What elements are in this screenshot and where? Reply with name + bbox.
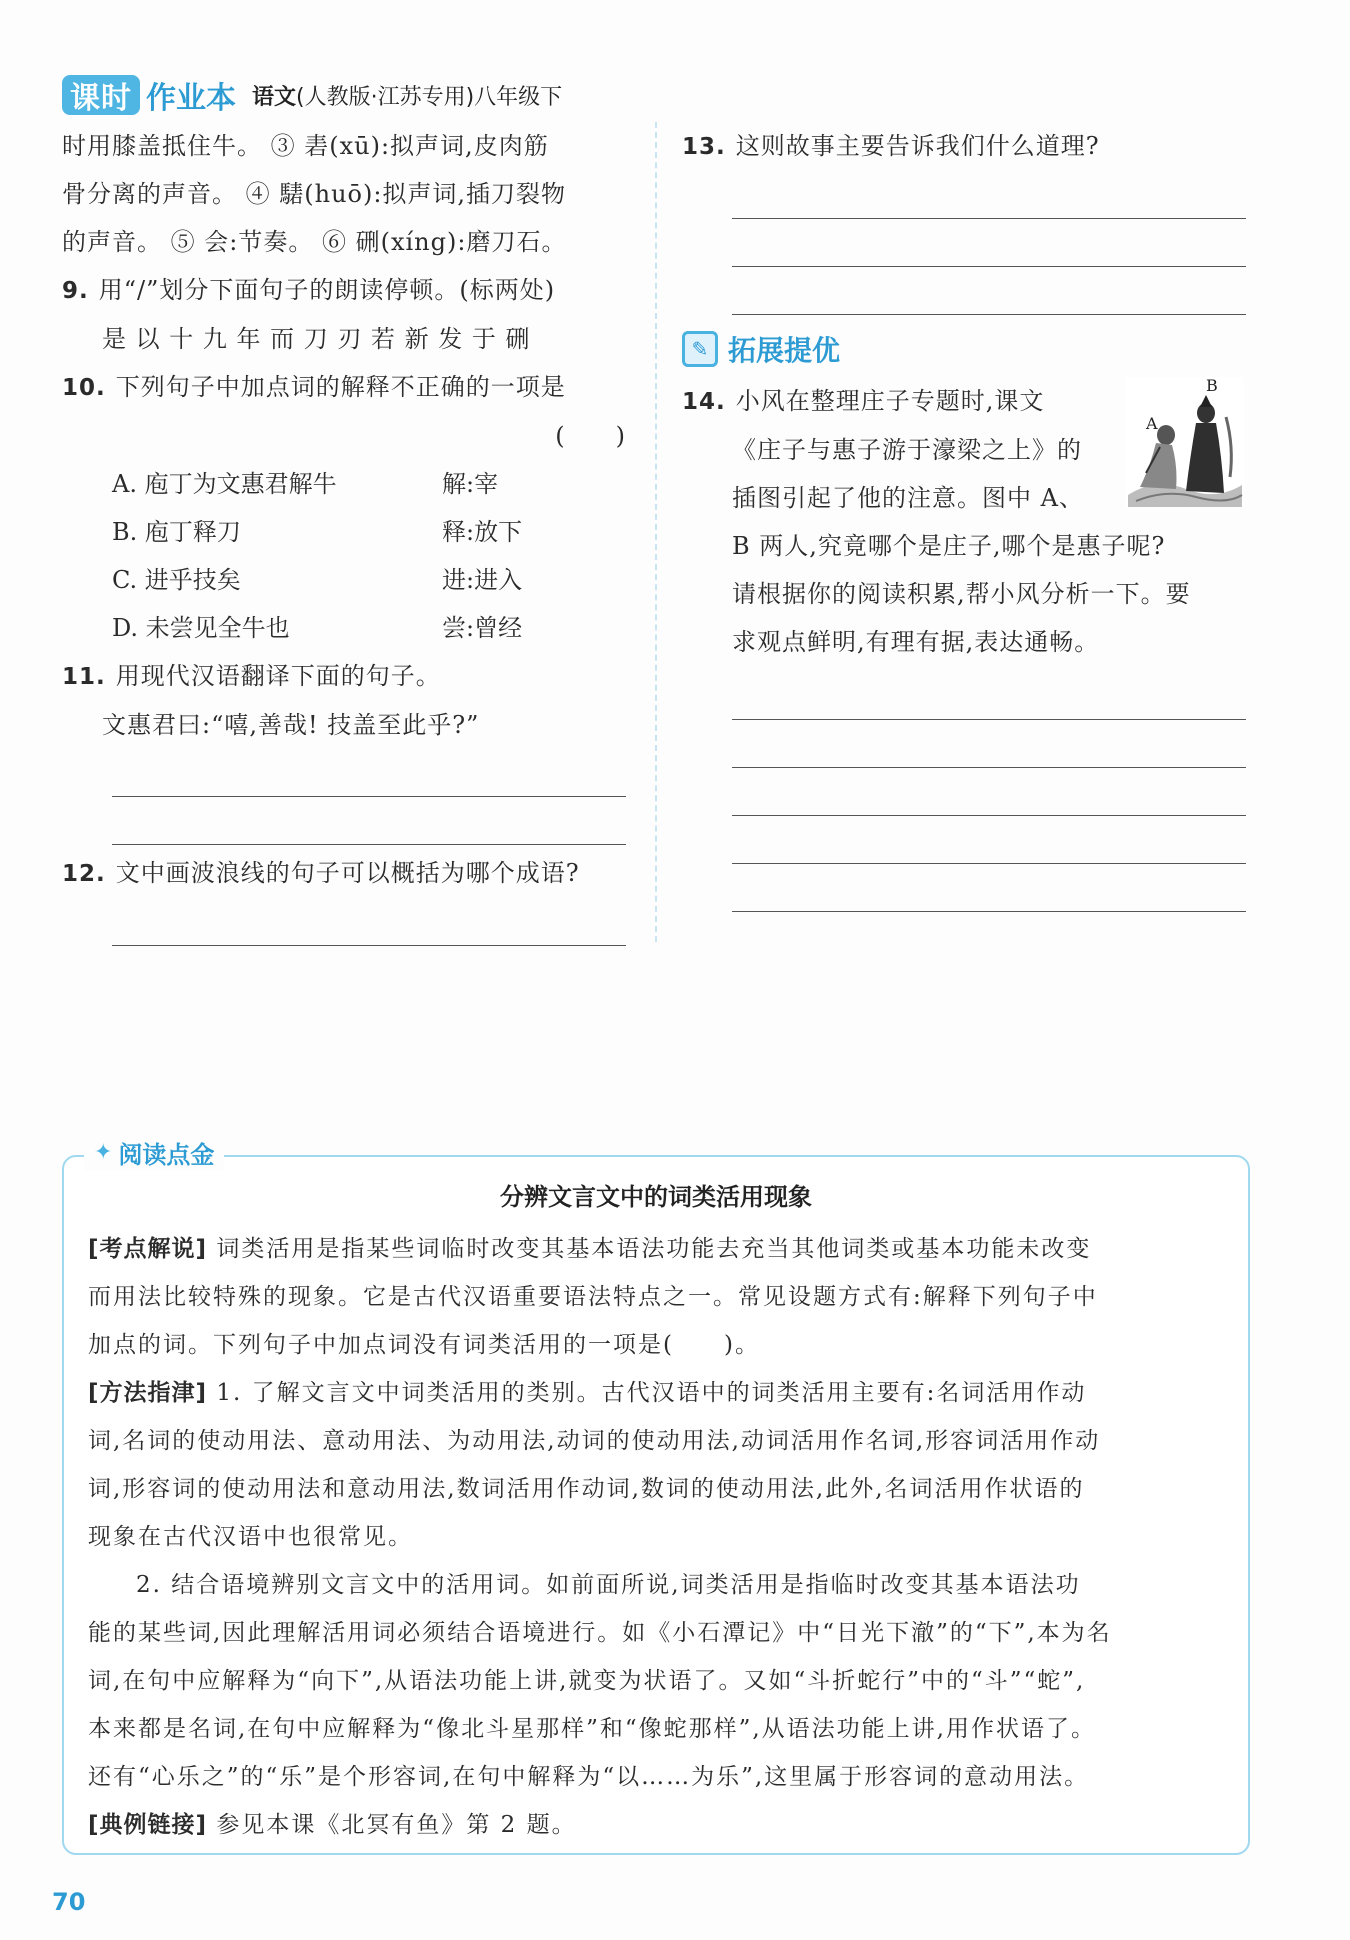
answer-line[interactable]: [732, 171, 1246, 219]
tip-line: [88, 1225, 1224, 1273]
question-11: [62, 652, 632, 701]
tip-line: [88, 1801, 1224, 1849]
option-text: B. 庖丁释刀: [112, 518, 241, 546]
subject-label: 语文: [252, 84, 297, 110]
note-line: 的声音。 ⑤ 会:节奏。 ⑥ 硎(xíng):磨刀石。: [62, 228, 567, 256]
q14-line: 求观点鲜明,有理有据,表达通畅。: [732, 628, 1100, 656]
answer-line[interactable]: [112, 749, 626, 797]
answer-line[interactable]: [112, 898, 626, 946]
question-text: 小风在整理庄子专题时,课文: [735, 387, 1045, 415]
answer-line[interactable]: [732, 219, 1246, 267]
option-a[interactable]: [62, 460, 632, 508]
brand-name: 作业本: [146, 81, 236, 116]
tip-line: [88, 1465, 1224, 1513]
tip-line: [88, 1369, 1224, 1417]
tip-text: 词,在句中应解释为“向下”,从语法功能上讲,就变为状语了。又如“斗折蛇行”中的“斗”“蛇”,: [88, 1668, 1086, 1694]
question-9: [62, 266, 632, 315]
tip-text: 现象在古代汉语中也很常见。: [88, 1524, 413, 1550]
tip-line: [88, 1321, 1224, 1369]
note-line: 骨分离的声音。 ④ 騞(huō):拟声词,插刀裂物: [62, 180, 567, 208]
tip-text: 2. 结合语境辨别文言文中的活用词。如前面所说,词类活用是指临时改变其基本语法功: [136, 1572, 1081, 1598]
q14-line: B 两人,究竟哪个是庄子,哪个是惠子呢?: [732, 532, 1166, 560]
question-10: [62, 363, 632, 412]
tip-text: 本来都是名词,在句中应解释为“像北斗星那样”和“像蛇那样”,从语法功能上讲,用作状语了。: [88, 1716, 1096, 1742]
question-text: 用“/”划分下面句子的朗读停顿。(标两处): [98, 276, 556, 304]
answer-line[interactable]: [112, 797, 626, 845]
question-text: 这则故事主要告诉我们什么道理?: [735, 132, 1100, 160]
pencil-icon: ✎: [682, 331, 718, 367]
option-explanation: 尝:曾经: [442, 614, 523, 642]
left-column: [62, 122, 632, 946]
answer-line[interactable]: [732, 816, 1246, 864]
tip-line: [88, 1561, 1224, 1609]
page-header: [62, 72, 562, 118]
option-text: A. 庖丁为文惠君解牛: [112, 470, 337, 498]
question-14: [682, 377, 1252, 666]
question-text: 下列句子中加点词的解释不正确的一项是: [115, 373, 566, 401]
column-divider: [655, 122, 657, 942]
tip-text: 词,形容词的使动用法和意动用法,数词活用作动词,数词的使动用法,此外,名词活用作状语的: [88, 1476, 1085, 1502]
question-number: 14.: [682, 389, 726, 415]
tip-line: [88, 1657, 1224, 1705]
option-b[interactable]: [62, 508, 632, 556]
answer-line[interactable]: [732, 672, 1246, 720]
section-title: 拓展提优: [728, 334, 841, 367]
question-text: 文中画波浪线的句子可以概括为哪个成语?: [115, 859, 580, 887]
tip-line: [88, 1753, 1224, 1801]
option-explanation: 解:宰: [442, 470, 499, 498]
tip-text: 能的某些词,因此理解活用词必须结合语境进行。如《小石潭记》中“日光下澈”的“下”,本为名: [88, 1620, 1112, 1646]
question-number: 11.: [62, 664, 106, 690]
question-number: 9.: [62, 278, 89, 304]
option-d[interactable]: [62, 604, 632, 652]
question-13: [682, 122, 1252, 171]
figure-label-a: A: [1146, 414, 1158, 433]
option-explanation: 进:进入: [442, 566, 523, 594]
question-12: [62, 849, 632, 898]
reading-tips-label-text: 阅读点金: [118, 1141, 215, 1169]
answer-paren[interactable]: ( ): [555, 422, 626, 450]
q14-line: 插图引起了他的注意。图中 A、: [732, 484, 1084, 512]
tip-text: 1. 了解文言文中词类活用的类别。古代汉语中的词类活用主要有:名词活用作动: [207, 1380, 1087, 1406]
tip-text: 而用法比较特殊的现象。它是古代汉语重要语法特点之一。常见设题方式有:解释下列句子中: [88, 1284, 1098, 1310]
tip-line: [88, 1417, 1224, 1465]
tip-text: 参见本课《北冥有鱼》第 2 题。: [207, 1812, 577, 1838]
tip-line: [88, 1705, 1224, 1753]
tip-line: [88, 1513, 1224, 1561]
tip-text: 加点的词。下列句子中加点词没有词类活用的一项是( )。: [88, 1332, 760, 1358]
tip-tag: [典例链接]: [88, 1812, 208, 1838]
tip-tag: [考点解说]: [88, 1236, 208, 1262]
reading-tips-label: [84, 1135, 224, 1170]
tip-line: [88, 1609, 1224, 1657]
option-c[interactable]: [62, 556, 632, 604]
note-line: 时用膝盖抵住牛。 ③ 砉(xū):拟声词,皮肉筋: [62, 132, 549, 160]
zhuangzi-huizi-illustration-icon: [1126, 377, 1244, 507]
option-explanation: 释:放下: [442, 518, 523, 546]
figure-label-b: B: [1206, 377, 1218, 395]
edition-label: (人教版·江苏专用)八年级下: [296, 84, 563, 110]
question-number: 10.: [62, 375, 106, 401]
question-number: 12.: [62, 861, 106, 887]
q9-sentence: 是 以 十 九 年 而 刀 刃 若 新 发 于 硎: [102, 325, 531, 353]
q14-line: 请根据你的阅读积累,帮小风分析一下。要: [732, 580, 1191, 608]
tip-text: 词类活用是指某些词临时改变其基本语法功能去充当其他词类或基本功能未改变: [207, 1236, 1092, 1262]
q11-sentence: 文惠君曰:“嘻,善哉! 技盖至此乎?”: [102, 711, 480, 739]
tip-tag: [方法指津]: [88, 1380, 208, 1406]
answer-line[interactable]: [732, 267, 1246, 315]
question-text: 用现代汉语翻译下面的句子。: [115, 662, 441, 690]
q14-line: 《庄子与惠子游于濠梁之上》的: [732, 436, 1082, 464]
right-column: [682, 122, 1252, 912]
section-heading: [682, 321, 1252, 377]
star-icon: ✦: [94, 1140, 113, 1165]
question-number: 13.: [682, 134, 726, 160]
answer-line[interactable]: [732, 864, 1246, 912]
tip-line: [88, 1273, 1224, 1321]
option-text: C. 进乎技矣: [112, 566, 241, 594]
brand-logo: 课时: [62, 75, 140, 115]
reading-tips-body: [88, 1225, 1224, 1849]
tip-text: 词,名词的使动用法、意动用法、为动用法,动词的使动用法,动词活用作名词,形容词活用作动: [88, 1428, 1101, 1454]
answer-line[interactable]: [732, 768, 1246, 816]
option-text: D. 未尝见全牛也: [112, 614, 290, 642]
tip-text: 还有“心乐之”的“乐”是个形容词,在句中解释为“以……为乐”,这里属于形容词的意动用法。: [88, 1764, 1090, 1790]
page-number: 70: [52, 1888, 86, 1916]
answer-line[interactable]: [732, 720, 1246, 768]
reading-tips-box: [62, 1140, 1250, 1855]
book-info: [252, 80, 562, 111]
reading-tips-title: 分辨文言文中的词类活用现象: [500, 1183, 812, 1211]
